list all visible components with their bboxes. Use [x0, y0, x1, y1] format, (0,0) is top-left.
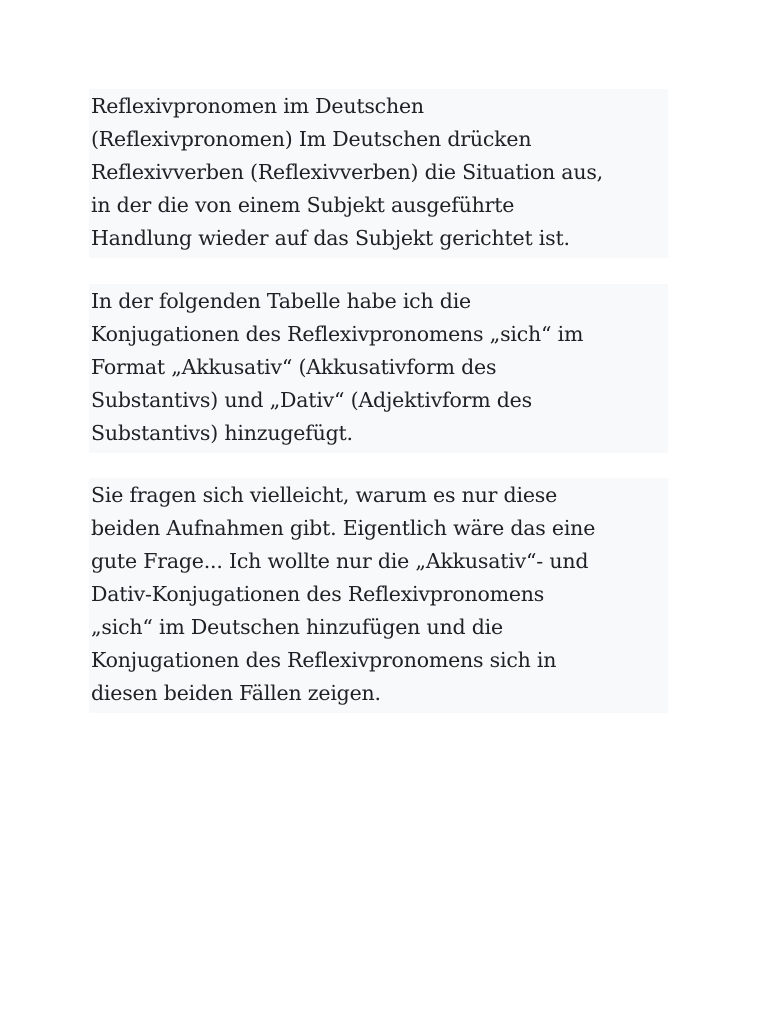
text-line: In der folgenden Tabelle habe ich die: [91, 289, 471, 313]
text-line: in der die von einem Subjekt ausgeführte: [91, 193, 515, 217]
text-line: Dativ-Konjugationen des Reflexivpronomens: [91, 582, 545, 606]
text-line: Handlung wieder auf das Subjekt gerichtet ist.: [91, 226, 570, 250]
text-line: Konjugationen des Reflexivpronomens „sich“ im: [91, 322, 584, 346]
text-line: „sich“ im Deutschen hinzufügen und die: [91, 615, 503, 639]
text-line: Reflexivpronomen im Deutschen: [91, 94, 424, 118]
text-line: Sie fragen sich vielleicht, warum es nur diese: [91, 483, 558, 507]
text-line: diesen beiden Fällen zeigen.: [91, 681, 381, 705]
paragraph-table-description: [89, 284, 668, 453]
text-line: (Reflexivpronomen) Im Deutschen drücken: [91, 127, 532, 151]
text-line: Reflexivverben (Reflexivverben) die Situation aus,: [91, 160, 603, 184]
text-line: beiden Aufnahmen gibt. Eigentlich wäre das eine: [91, 516, 596, 540]
text-line: Format „Akkusativ“ (Akkusativform des: [91, 355, 497, 379]
paragraph-reflexive-intro: [89, 89, 668, 258]
text-line: Konjugationen des Reflexivpronomens sich in: [91, 648, 557, 672]
text-line: Substantivs) und „Dativ“ (Adjektivform des: [91, 388, 532, 412]
text-line: Substantivs) hinzugefügt.: [91, 421, 353, 445]
text-line: gute Frage... Ich wollte nur die „Akkusativ“- und: [91, 549, 589, 573]
paragraph-explanation: [89, 478, 668, 713]
